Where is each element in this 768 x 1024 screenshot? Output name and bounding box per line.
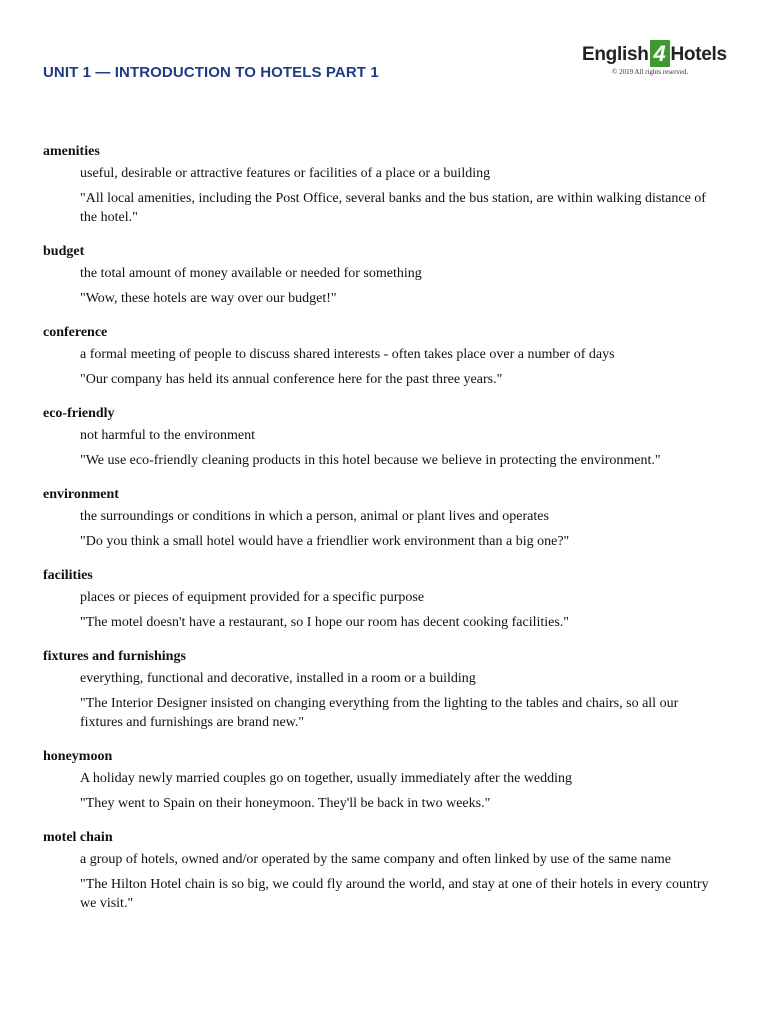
glossary-definition: the total amount of money available or needed for something (80, 266, 422, 281)
glossary-term: honeymoon (43, 749, 113, 764)
glossary-example: "All local amenities, including the Post Office, several banks and the bus station, are within walking distance of the hotel." (80, 191, 706, 225)
glossary-example: "The Hilton Hotel chain is so big, we could fly around the world, and stay at one of their hotels in every country we visit." (80, 877, 709, 911)
glossary-definition: not harmful to the environment (80, 428, 255, 443)
glossary-entry-motel-chain (43, 829, 723, 913)
glossary-definition: the surroundings or conditions in which a person, animal or plant lives and operates (80, 509, 549, 524)
glossary-list (43, 143, 723, 929)
english4hotels-logo (582, 43, 732, 83)
glossary-term: eco-friendly (43, 406, 115, 421)
glossary-term: facilities (43, 568, 93, 583)
glossary-entry-conference (43, 324, 723, 389)
glossary-term: motel chain (43, 830, 113, 845)
glossary-entry-budget (43, 243, 723, 308)
glossary-entry-environment (43, 486, 723, 551)
glossary-example: "Our company has held its annual conference here for the past three years." (80, 372, 503, 387)
glossary-entry-honeymoon (43, 748, 723, 813)
logo-word-hotels: Hotels (670, 44, 727, 65)
glossary-example: "They went to Spain on their honeymoon. They'll be back in two weeks." (80, 796, 491, 811)
glossary-term: fixtures and furnishings (43, 649, 186, 664)
logo-number-four: 4 (650, 40, 670, 67)
glossary-example: "Wow, these hotels are way over our budget!" (80, 291, 337, 306)
glossary-term: conference (43, 325, 108, 340)
glossary-term: environment (43, 487, 119, 502)
glossary-definition: a formal meeting of people to discuss shared interests - often takes place over a number of days (80, 347, 615, 362)
glossary-definition: A holiday newly married couples go on together, usually immediately after the wedding (80, 771, 573, 786)
glossary-example: "The motel doesn't have a restaurant, so I hope our room has decent cooking facilities." (80, 615, 570, 630)
glossary-definition: a group of hotels, owned and/or operated by the same company and often linked by use of the same name (80, 852, 671, 867)
glossary-entry-amenities (43, 143, 723, 227)
glossary-entry-eco-friendly (43, 405, 723, 470)
glossary-example: "We use eco-friendly cleaning products in this hotel because we believe in protecting the environment." (80, 453, 661, 468)
glossary-term: budget (43, 244, 85, 259)
glossary-definition: everything, functional and decorative, installed in a room or a building (80, 671, 476, 686)
logo-wordmark (582, 43, 732, 67)
glossary-example: "The Interior Designer insisted on changing everything from the lighting to the tables and chairs, so all our fixtures and furnishings are brand new." (80, 696, 679, 730)
glossary-entry-facilities (43, 567, 723, 632)
glossary-example: "Do you think a small hotel would have a friendlier work environment than a big one?" (80, 534, 570, 549)
glossary-definition: useful, desirable or attractive features or facilities of a place or a building (80, 166, 491, 181)
glossary-entry-fixtures-and-furnishings (43, 648, 723, 732)
glossary-term: amenities (43, 144, 100, 159)
glossary-definition: places or pieces of equipment provided for a specific purpose (80, 590, 425, 605)
copyright-notice: © 2019 All rights reserved. (612, 68, 689, 76)
page-title: UNIT 1 — INTRODUCTION TO HOTELS PART 1 (43, 64, 379, 81)
logo-word-english: English (582, 44, 649, 65)
